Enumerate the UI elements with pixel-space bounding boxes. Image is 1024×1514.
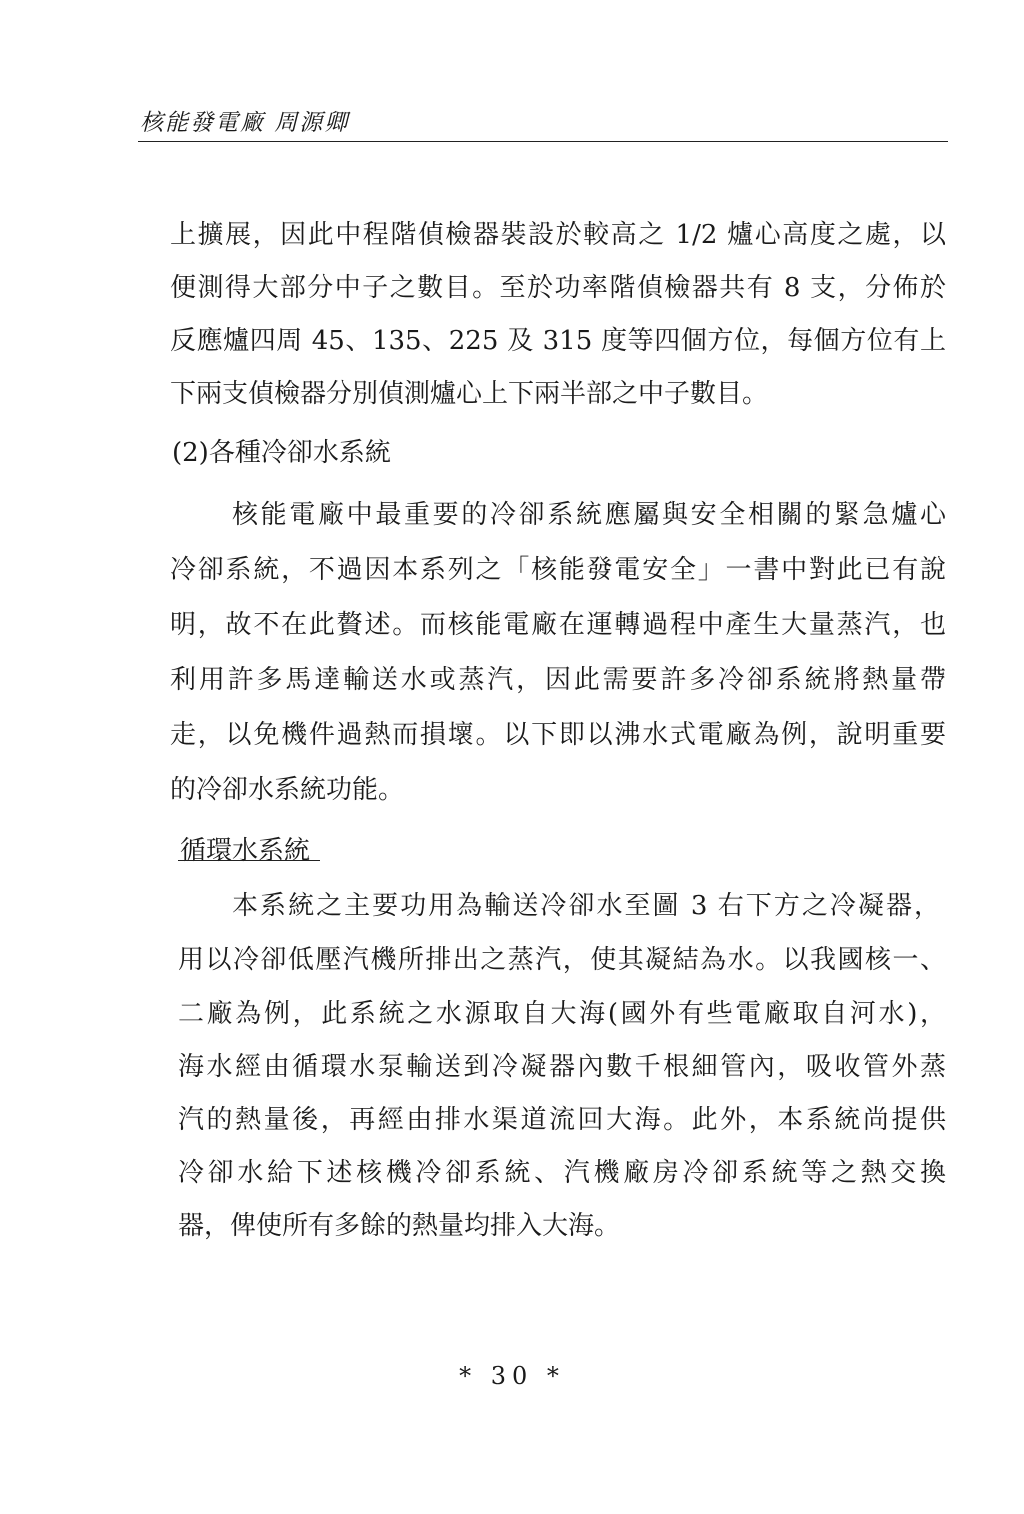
body-line: 上擴展，因此中程階偵檢器裝設於較高之 1/2 爐心高度之處，以 [170, 220, 946, 250]
body-line: 的冷卻水系統功能。 [170, 775, 405, 805]
body-line: 反應爐四周 45、135、225 及 315 度等四個方位，每個方位有上 [170, 326, 946, 356]
body-line: 利用許多馬達輸送水或蒸汽，因此需要許多冷卻系統將熱量帶 [170, 665, 946, 695]
header-rule [138, 141, 948, 142]
running-header: 核能發電廠 周源卿 [140, 110, 350, 136]
body-line: 冷卻系統，不過因本系列之「核能發電安全」一書中對此已有說 [170, 555, 946, 585]
subsection-underline [178, 860, 320, 861]
body-line: 汽的熱量後，再經由排水渠道流回大海。此外，本系統尚提供 [178, 1105, 946, 1135]
body-line: 器，俾使所有多餘的熱量均排入大海。 [178, 1211, 621, 1241]
body-line: 二廠為例，此系統之水源取自大海(國外有些電廠取自河水)， [178, 999, 946, 1029]
section-heading: (2)各種冷卻水系統 [172, 438, 391, 468]
body-line: 下兩支偵檢器分別偵測爐心上下兩半部之中子數目。 [170, 379, 769, 409]
page-number: * 30 * [459, 1362, 565, 1390]
body-line: 核能電廠中最重要的冷卻系統應屬與安全相關的緊急爐心 [232, 500, 946, 530]
body-line: 明，故不在此贅述。而核能電廠在運轉過程中產生大量蒸汽，也 [170, 610, 946, 640]
subsection-heading: 循環水系統 [180, 836, 311, 866]
body-line: 用以冷卻低壓汽機所排出之蒸汽，使其凝結為水。以我國核一、 [178, 945, 946, 975]
body-line: 海水經由循環水泵輸送到冷凝器內數千根細管內，吸收管外蒸 [178, 1052, 946, 1082]
body-line: 本系統之主要功用為輸送冷卻水至圖 3 右下方之冷凝器， [232, 891, 940, 921]
body-line: 冷卻水給下述核機冷卻系統、汽機廠房冷卻系統等之熱交換 [178, 1158, 946, 1188]
body-line: 走，以免機件過熱而損壞。以下即以沸水式電廠為例，說明重要 [170, 720, 946, 750]
body-line: 便測得大部分中子之數目。至於功率階偵檢器共有 8 支，分佈於 [170, 273, 946, 303]
